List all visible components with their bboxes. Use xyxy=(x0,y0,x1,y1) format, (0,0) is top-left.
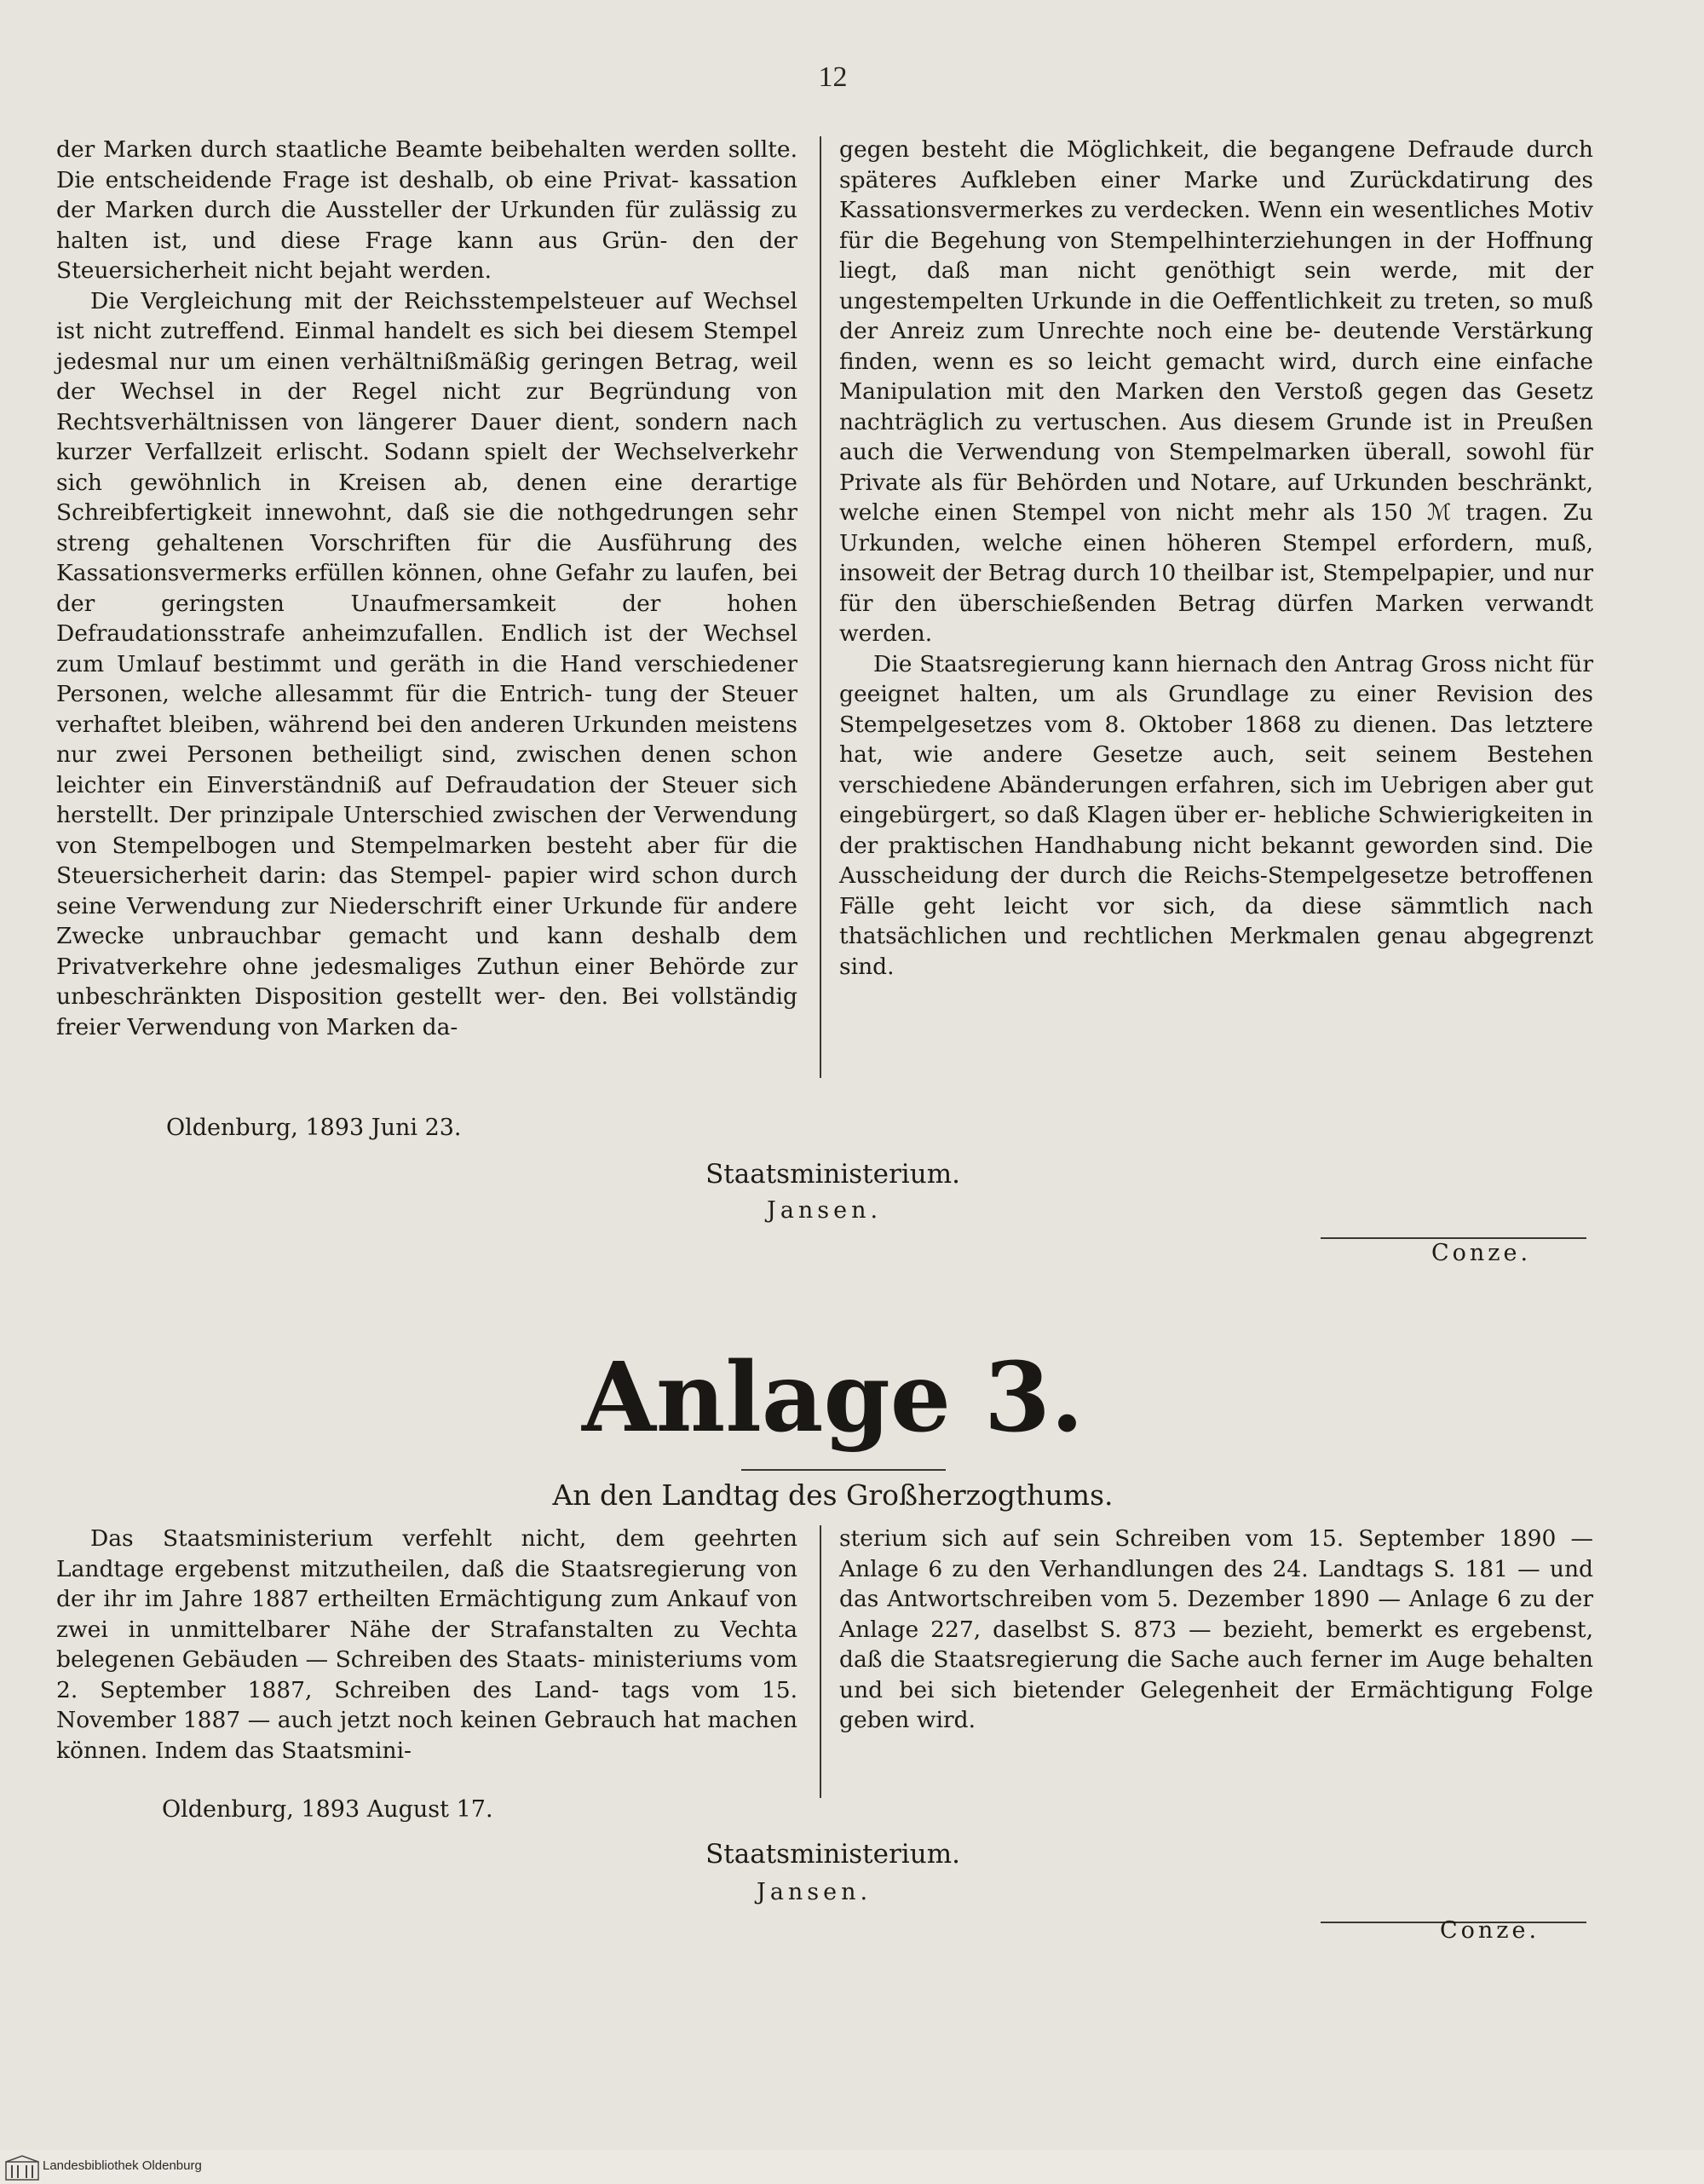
section1-left-paragraph-2: Die Vergleichung mit der Reichsstempelsteuer auf Wechsel ist nicht zutreffend. Einmal handelt es sich bei diesem Stempel jedesmal nur um einen verhältnißmäßig geringen Betrag, weil der Wechsel in der Regel nicht zur Begründung von Rechtsverhältnissen von längerer Dauer dient, sondern nach kurzer Verfallzeit erlischt. Sodann spielt der Wechselverkehr sich gewöhnlich in Kreisen ab, denen eine derartige Schreibfertigkeit innewohnt, daß sie die nothgedrungen sehr streng gehaltenen Vorschriften für die Ausführung des Kassationsvermerks erfüllen können, ohne Gefahr zu laufen, bei der geringsten Unaufmersamkeit der hohen Defraudationsstrafe anheimzufallen. Endlich ist der Wechsel zum Umlauf bestimmt und geräth in die Hand verschiedener Personen, welche allesammt für die Entrich- tung der Steuer verhaftet bleiben, während bei den anderen Urkunden meistens nur zwei Personen betheiligt sind, zwischen denen schon leichter ein Einverständniß auf Defraudation der Steuer sich herstellt. Der prinzipale Unterschied zwischen der Verwendung von Stempelbogen und Stempelmarken besteht aber für die Steuersicherheit darin: das Stempel- papier wird schon durch seine Verwendung zur Niederschrift einer Urkunde für andere Zwecke unbrauchbar gemacht und kann deshalb dem Privatverkehre ohne jedesmaliges Zuthun einer Behörde zur unbeschränkten Disposition gestellt wer- den. Bei vollständig freier Verwendung von Marken da- xyxy=(56,287,797,1040)
section2-left-column xyxy=(56,1524,797,1766)
section1-right-column xyxy=(839,135,1593,982)
section2-authority: Staatsministerium. xyxy=(705,1839,960,1870)
section2-date: Oldenburg, 1893 August 17. xyxy=(162,1796,493,1823)
section1-signature-jansen: Jansen. xyxy=(767,1197,883,1224)
footer xyxy=(0,2150,1704,2184)
library-building-icon xyxy=(5,2155,39,2181)
section1-authority: Staatsministerium. xyxy=(705,1159,960,1190)
addressee-heading: An den Landtag des Großherzogthums. xyxy=(552,1478,1114,1512)
heading-rule xyxy=(741,1469,946,1471)
footer-library-name: Landesbibliothek Oldenburg xyxy=(43,2158,202,2173)
anlage-heading: Anlage 3. xyxy=(582,1342,1084,1454)
page-number: 12 xyxy=(818,61,848,93)
section1-date: Oldenburg, 1893 Juni 23. xyxy=(166,1115,462,1141)
signature-rule xyxy=(1321,1237,1586,1239)
column-divider xyxy=(820,1525,821,1798)
section1-right-paragraph-1: gegen besteht die Möglichkeit, die begangene Defraude durch späteres Aufkleben einer Marke und Zurückdatirung des Kassationsvermerkes zu verdecken. Wenn ein wesentliches Motiv für die Begehung von Stempelhinterziehungen in der Hoffnung liegt, daß man nicht genöthigt sein werde, mit der ungestempelten Urkunde in die Oeffentlichkeit zu treten, so muß der Anreiz zum Unrechte noch eine be- deutende Verstärkung finden, wenn es so leicht gemacht wird, durch eine einfache Manipulation mit den Marken den Verstoß gegen das Gesetz nachträglich zu vertuschen. Aus diesem Grunde ist in Preußen auch die Verwendung von Stempelmarken überall, sowohl für Private als für Behörden und Notare, auf Urkunden beschränkt, welche einen Stempel von nicht mehr als 150 ℳ tragen. Zu Urkunden, welche einen höheren Stempel erfordern, muß, insoweit der Betrag durch 10 theilbar ist, Stempelpapier, und nur für den überschießenden Betrag dürfen Marken verwandt werden. xyxy=(839,136,1593,647)
section2-right-column xyxy=(839,1524,1593,1736)
section1-left-paragraph-1: der Marken durch staatliche Beamte beibehalten werden sollte. Die entscheidende Frage ist deshalb, ob eine Privat- kassation der Marken durch die Aussteller der Urkunden für zulässig zu halten ist, und diese Frage kann aus Grün- den der Steuersicherheit nicht bejaht werden. xyxy=(56,136,797,284)
section1-right-paragraph-2: Die Staatsregierung kann hiernach den Antrag Gross nicht für geeignet halten, um als Grundlage zu einer Revision des Stempelgesetzes vom 8. Oktober 1868 zu dienen. Das letztere hat, wie andere Gesetze auch, seit seinem Bestehen verschiedene Abänderungen erfahren, sich im Uebrigen aber gut eingebürgert, so daß Klagen über er- hebliche Schwierigkeiten in der praktischen Handhabung nicht bekannt geworden sind. Die Ausscheidung der durch die Reichs-Stempelgesetze betroffenen Fälle geht leicht vor sich, da diese sämmtlich nach thatsächlichen und rechtlichen Merkmalen genau abgegrenzt sind. xyxy=(839,650,1593,980)
section2-left-paragraph: Das Staatsministerium verfehlt nicht, dem geehrten Landtage ergebenst mitzutheilen, daß die Staatsregierung von der ihr im Jahre 1887 ertheilten Ermächtigung zum Ankauf von zwei in unmittelbarer Nähe der Strafanstalten zu Vechta belegenen Gebäuden — Schreiben des Staats- ministeriums vom 2. September 1887, Schreiben des Land- tags vom 15. November 1887 — auch jetzt noch keinen Gebrauch hat machen können. Indem das Staatsmini- xyxy=(56,1525,797,1764)
section2-right-paragraph: sterium sich auf sein Schreiben vom 15. September 1890 — Anlage 6 zu den Verhandlungen des 24. Landtags S. 181 — und das Antwortschreiben vom 5. Dezember 1890 — Anlage 6 zu der Anlage 227, daselbst S. 873 — bezieht, bemerkt es ergebenst, daß die Staatsregierung die Sache auch ferner im Auge behalten und bei sich bietender Gelegenheit der Ermächtigung Folge geben wird. xyxy=(839,1525,1593,1733)
section1-left-column xyxy=(56,135,797,1042)
section2-signature-jansen: Jansen. xyxy=(757,1879,872,1905)
section1-signature-conze: Conze. xyxy=(1431,1240,1532,1266)
column-divider xyxy=(820,136,821,1078)
section2-signature-conze: Conze. xyxy=(1440,1917,1540,1944)
